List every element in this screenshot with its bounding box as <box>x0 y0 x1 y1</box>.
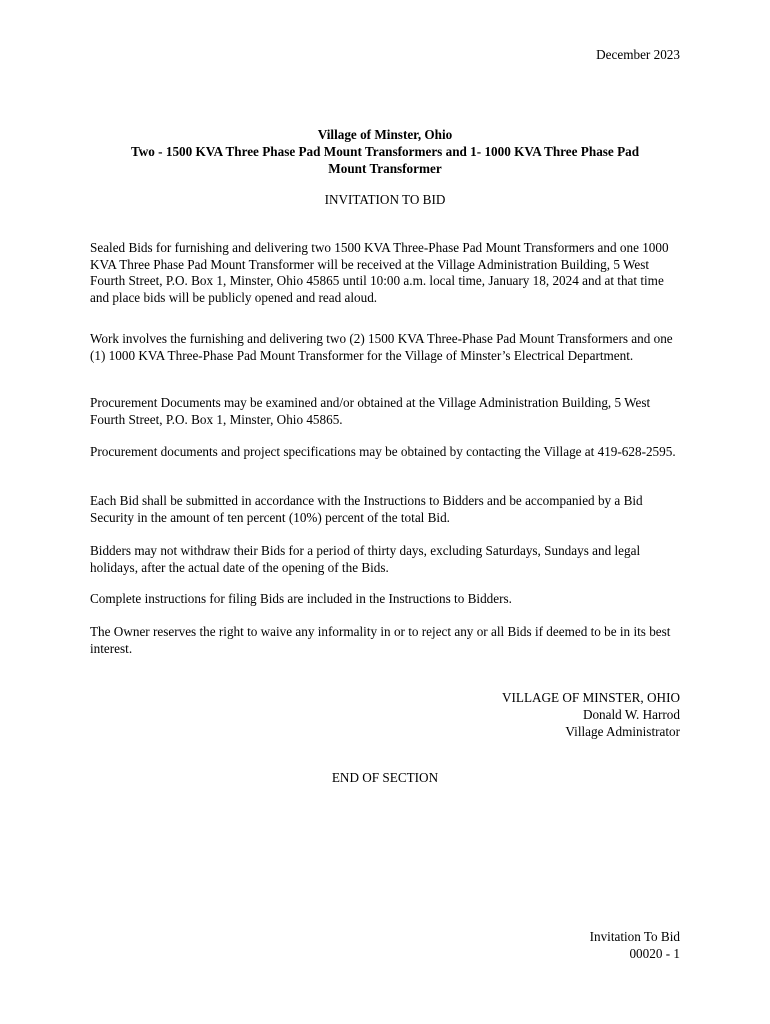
paragraph-work-involves <box>90 331 682 364</box>
paragraph-procurement-examined <box>90 395 682 428</box>
section-heading: INVITATION TO BID <box>324 192 446 207</box>
title-line-3: Mount Transformer <box>328 161 442 176</box>
page-footer <box>590 928 680 962</box>
signature-organization: VILLAGE OF MINSTER, OHIO <box>501 690 680 705</box>
paragraph-instructions <box>90 591 682 608</box>
paragraph-text: Complete instructions for filing Bids are included in the Instructions to Bidders. <box>90 591 512 606</box>
signature-name: Donald W. Harrod <box>582 707 680 722</box>
paragraph-procurement-contact <box>90 444 682 461</box>
paragraph-text: Sealed Bids for furnishing and delivering two 1500 KVA Three-Phase Pad Mount Transformers and one 1000 KVA Three Phase Pad Mount Transformer will be received at the Village Administration Building, 5 West Fourth Street, P.O. Box 1, Minster, Ohio 45865 until 10:00 a.m. local time, January 18, 2024 and at that time and place bids will be publicly opened and read aloud. <box>90 240 669 305</box>
footer-page-number: 00020 - 1 <box>629 946 680 961</box>
signature-block <box>502 689 680 740</box>
title-line-2: Two - 1500 KVA Three Phase Pad Mount Transformers and 1- 1000 KVA Three Phase Pad <box>130 144 640 159</box>
footer-title: Invitation To Bid <box>589 929 680 944</box>
title-line-1: Village of Minster, Ohio <box>317 127 453 142</box>
paragraph-sealed-bids <box>90 240 682 306</box>
paragraph-text: Procurement documents and project specifications may be obtained by contacting the Village at 419-628-2595. <box>90 444 676 459</box>
document-date: December 2023 <box>596 47 680 62</box>
paragraph-bid-security <box>90 493 682 526</box>
paragraph-text: Procurement Documents may be examined and/or obtained at the Village Administration Building, 5 West Fourth Street, P.O. Box 1, Minster, Ohio 45865. <box>90 395 651 427</box>
document-title <box>90 126 680 177</box>
paragraph-text: Work involves the furnishing and delivering two (2) 1500 KVA Three-Phase Pad Mount Transformers and one (1) 1000 KVA Three-Phase Pad Mount Transformer for the Village of Minster’s Electrical Department. <box>90 331 673 363</box>
paragraph-text: The Owner reserves the right to waive any informality in or to reject any or all Bids if deemed to be in its best interest. <box>90 624 671 656</box>
end-of-section: END OF SECTION <box>331 770 439 785</box>
paragraph-text: Each Bid shall be submitted in accordance with the Instructions to Bidders and be accompanied by a Bid Security in the amount of ten percent (10%) percent of the total Bid. <box>90 493 643 525</box>
paragraph-owner-rights <box>90 624 682 657</box>
signature-role: Village Administrator <box>565 724 680 739</box>
paragraph-text: Bidders may not withdraw their Bids for a period of thirty days, excluding Saturdays, Sundays and legal holidays, after the actual date of the opening of the Bids. <box>90 543 641 575</box>
paragraph-withdrawal <box>90 543 682 576</box>
